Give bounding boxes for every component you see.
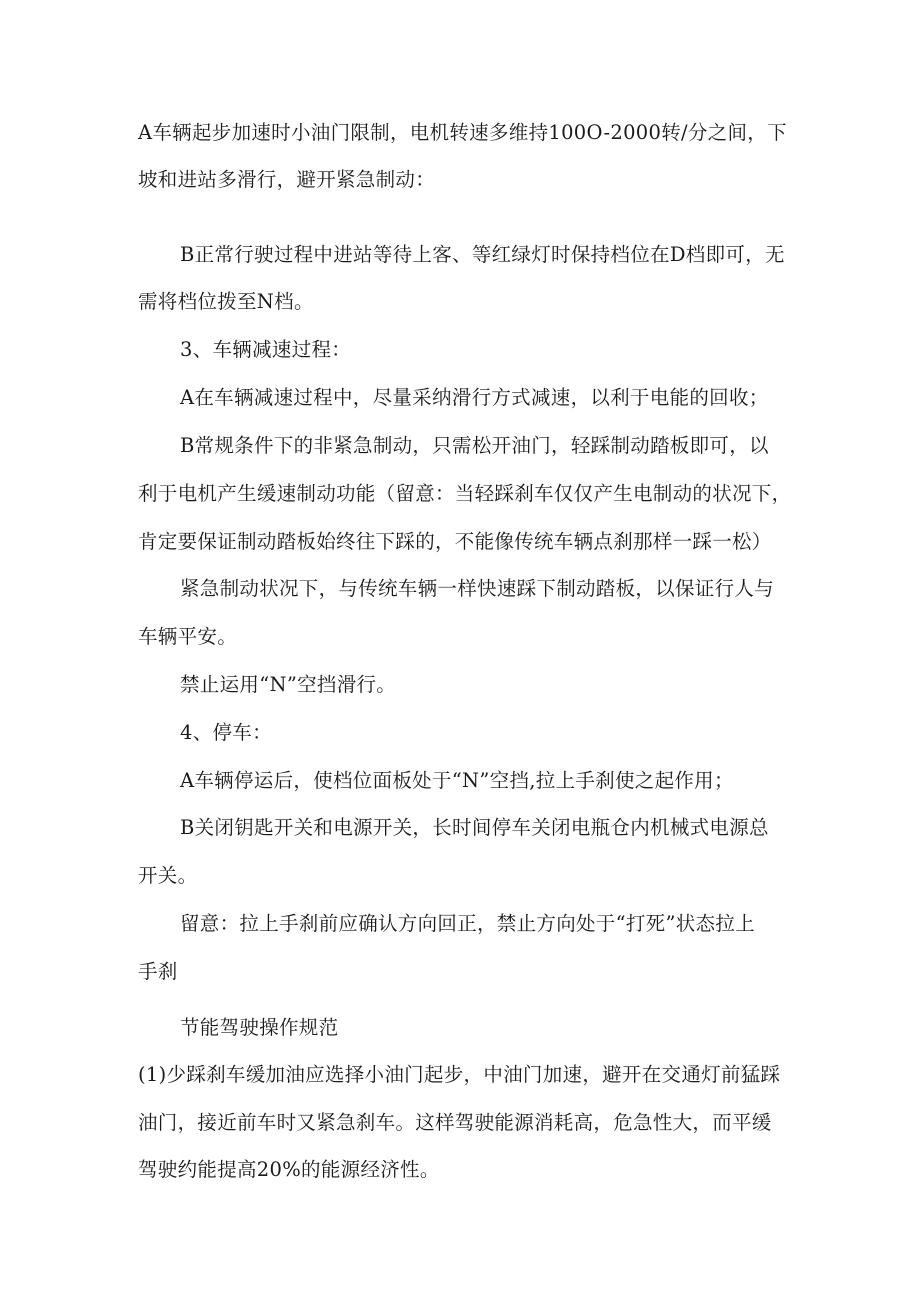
- text-line: 驾驶约能提高20%的能源经济性。: [138, 1158, 440, 1181]
- text-line: A车辆停运后，使档位面板处于“N”空挡,拉上手刹使之起作用；: [180, 769, 734, 792]
- text-line: 留意：拉上手刹前应确认方向回正，禁止方向处于“打死”状态拉上: [180, 912, 755, 935]
- text-line: 紧急制动状况下，与传统车辆一样快速踩下制动踏板，以保证行人与: [180, 577, 775, 600]
- section-heading: 3、车辆减速过程：: [180, 338, 352, 361]
- text-line: B正常行驶过程中进站等待上客、等红绿灯时保持档位在D档即可，无: [180, 243, 785, 266]
- text-line: (1)少踩刹车缓加油应选择小油门起步，中油门加速，避开在交通灯前猛踩: [138, 1063, 781, 1086]
- text-line: 需将档位拨至N档。: [138, 290, 314, 313]
- text-line: 肯定要保证制动踏板始终往下踩的，不能像传统车辆点刹那样一踩一松）: [138, 530, 772, 553]
- text-line: 坡和进站多滑行，避开紧急制动：: [138, 168, 436, 191]
- text-line: 手刹: [138, 960, 178, 983]
- section-heading: 节能驾驶操作规范: [180, 1016, 339, 1039]
- text-line: A在车辆减速过程中，尽量采纳滑行方式减速，以利于电能的回收；: [180, 386, 769, 409]
- text-line: 禁止运用“N”空挡滑行。: [180, 673, 397, 696]
- text-line: B关闭钥匙开关和电源开关，长时间停车关闭电瓶仓内机械式电源总: [180, 816, 769, 839]
- text-line: 利于电机产生缓速制动功能（留意：当轻踩刹车仅仅产生电制动的状况下，: [138, 482, 792, 505]
- text-line: 车辆平安。: [138, 625, 238, 648]
- text-line: 油门，接近前车时又紧急刹车。这样驾驶能源消耗高，危急性大，而平缓: [138, 1111, 772, 1134]
- section-heading: 4、停车：: [180, 721, 272, 744]
- text-line: B常规条件下的非紧急制动，只需松开油门，轻踩制动踏板即可，以: [180, 434, 769, 457]
- text-line: A车辆起步加速时小油门限制，电机转速多维持100O-2000转/分之间，下: [138, 121, 787, 144]
- text-line: 开关。: [138, 864, 198, 887]
